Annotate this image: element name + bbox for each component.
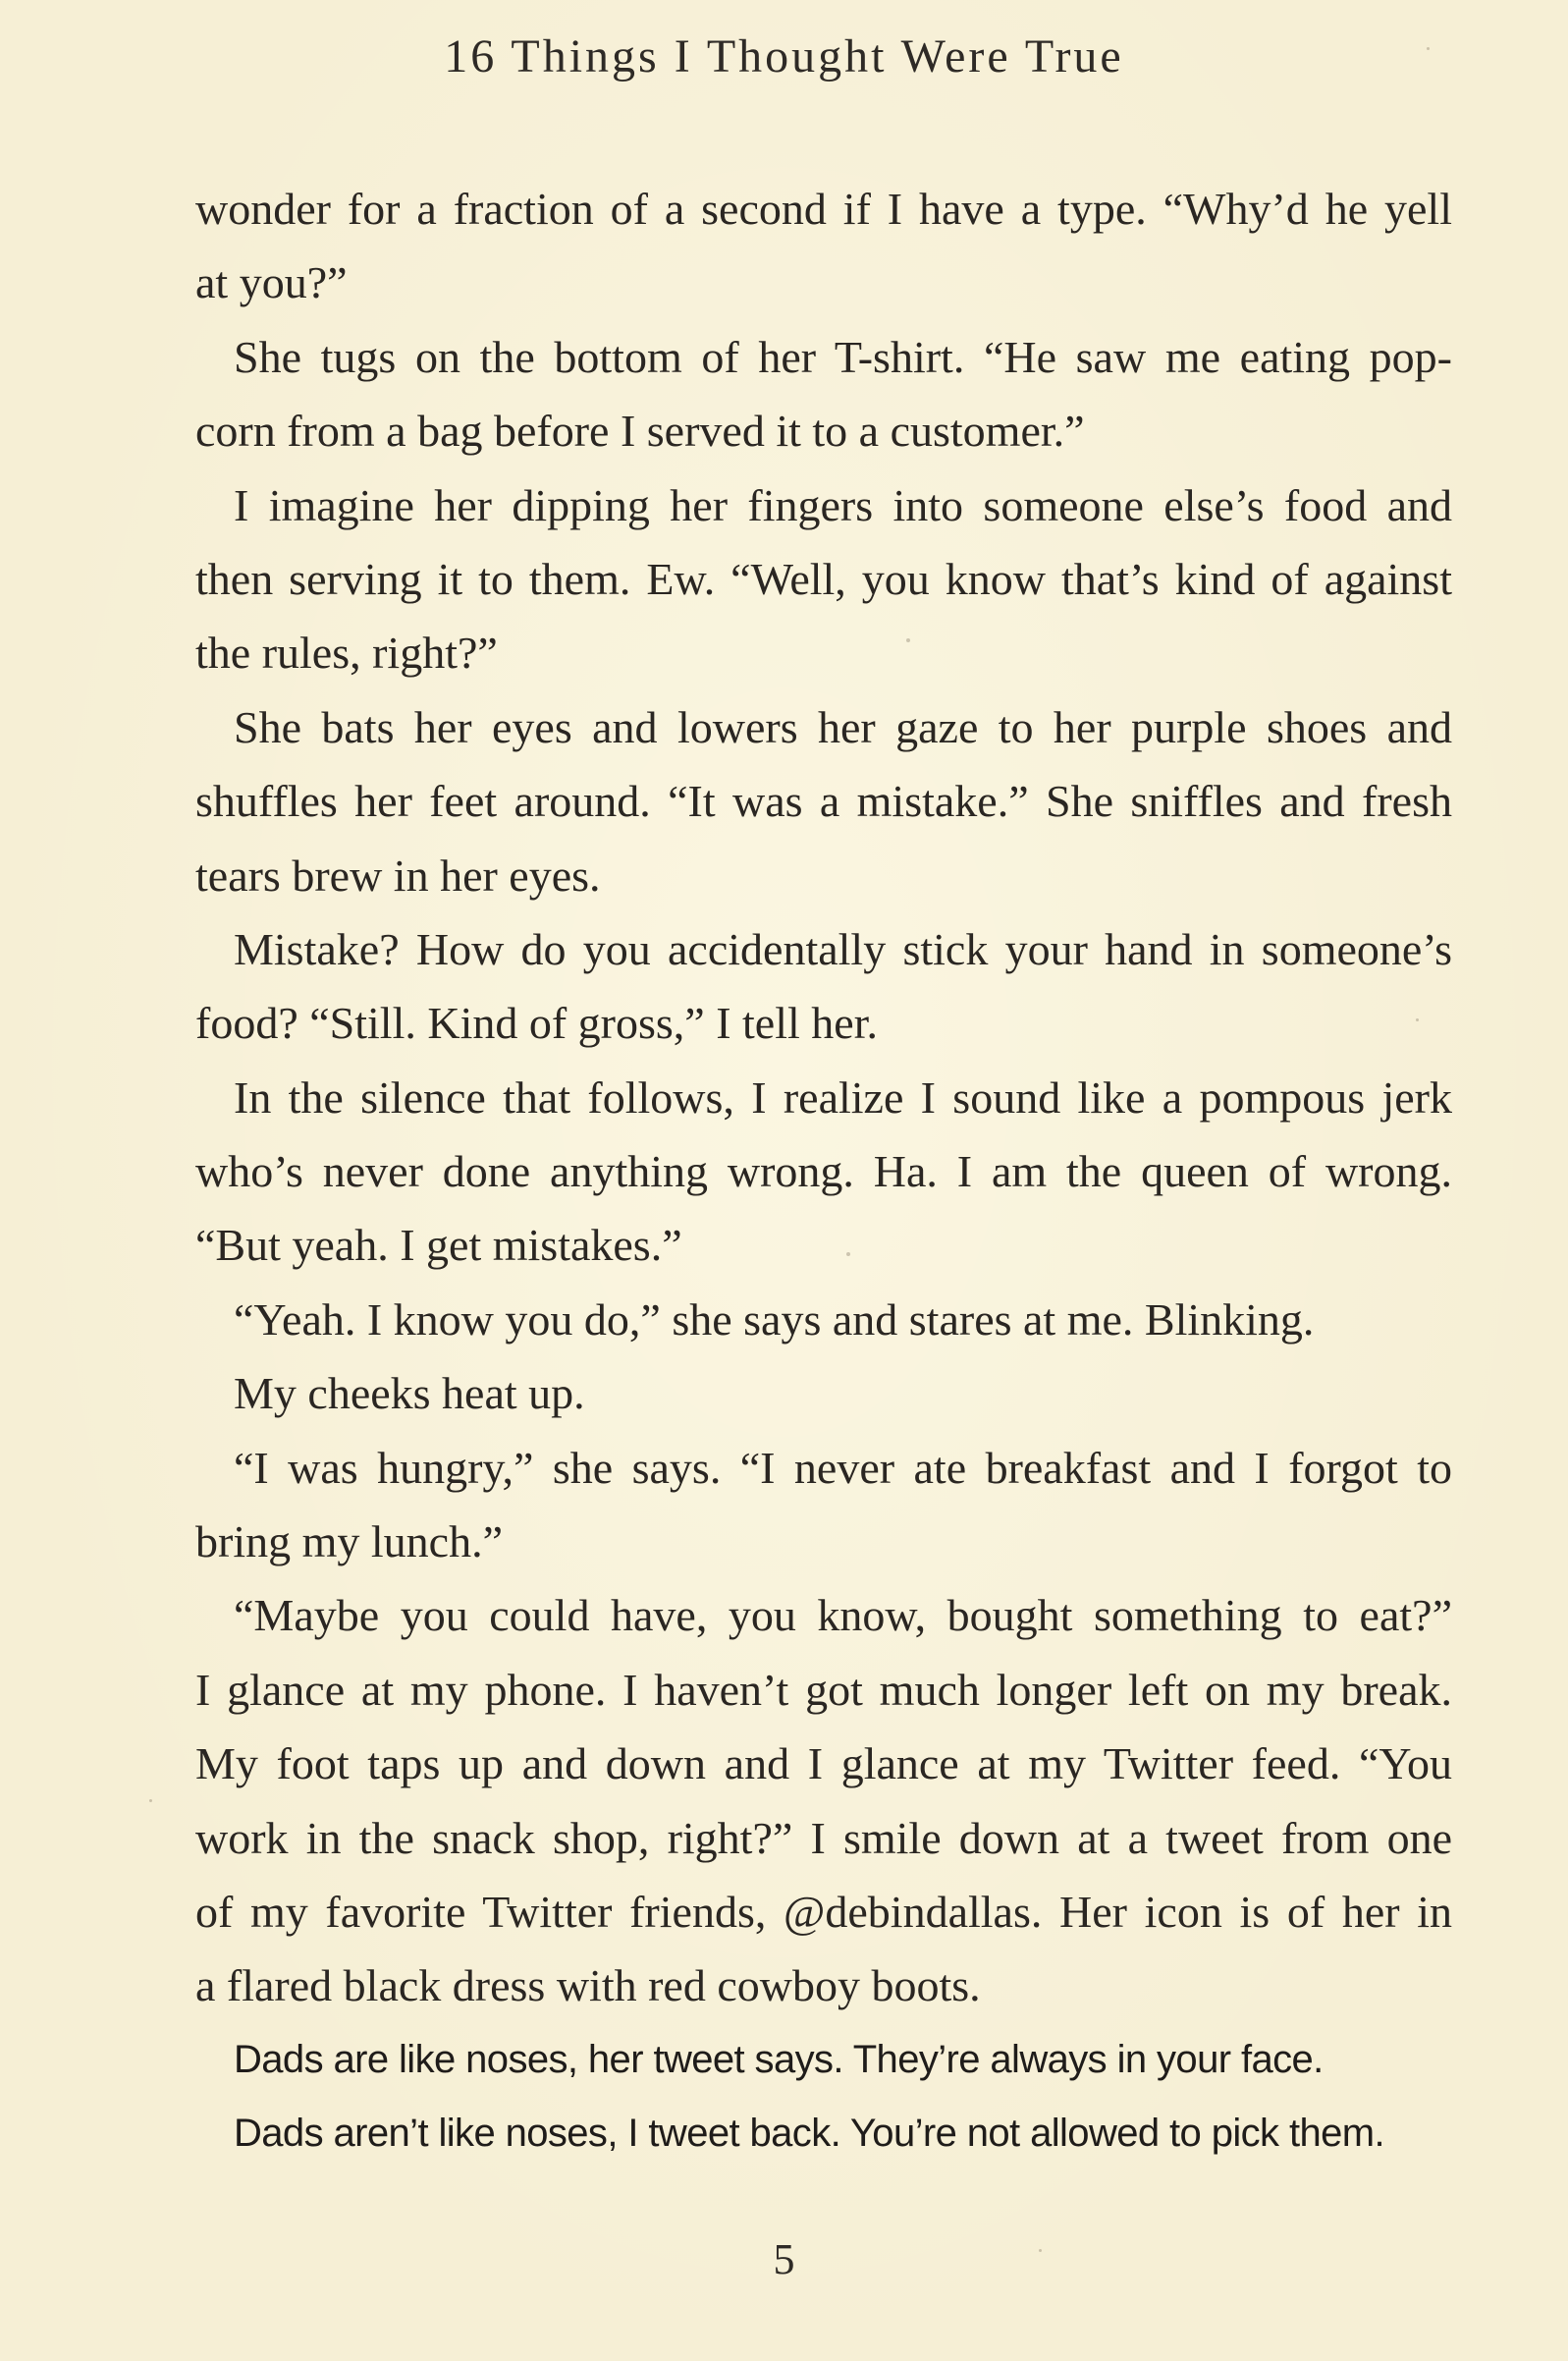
text-line: tears brew in her eyes. [195,850,601,901]
text-line: She tugs on the bottom of her T-shirt. “He saw me eating pop- [234,331,1452,382]
text-line: “Yeah. I know you do,” she says and stares at me. Blinking. [234,1293,1315,1345]
text-line: Mistake? How do you accidentally stick your hand in someone’s [234,923,1452,974]
text-line: wonder for a fraction of a second if I have a type. “Why’d he yell [195,184,1452,234]
text-line: I imagine her dipping her fingers into someone else’s food and [234,479,1452,530]
text-line: of my favorite Twitter friends, @debindallas. Her icon is of her in [195,1886,1452,1937]
paper-speck [149,1799,152,1802]
page-number: 5 [773,2235,795,2283]
body-text [195,172,1452,2171]
text-line: work in the snack shop, right?” I smile down at a tweet from one [195,1812,1452,1863]
text-line: “Maybe you could have, you know, bought something to eat?” [234,1590,1452,1641]
text-line: the rules, right?” [195,628,498,679]
text-line: My foot taps up and down and I glance at my Twitter feed. “You [195,1738,1452,1789]
text-line: In the silence that follows, I realize I sound like a pompous jerk [234,1071,1452,1123]
text-line: food? “Still. Kind of gross,” I tell her. [195,998,878,1049]
paper-speck [1416,1018,1419,1021]
paper-speck [846,1252,850,1256]
text-line: at you?” [195,257,348,308]
paper-speck [906,638,910,642]
text-line: “I was hungry,” she says. “I never ate breakfast and I forgot to [234,1442,1452,1493]
tweet-line: Dads aren’t like noses, I tweet back. You’re not allowed to pick them. [234,2112,1385,2156]
tweet-line: Dads are like noses, her tweet says. They’re always in your face. [234,2037,1324,2081]
running-head: 16 Things I Thought Were True [444,30,1124,82]
text-line: then serving it to them. Ew. “Well, you know that’s kind of against [195,553,1452,604]
text-line: a flared black dress with red cowboy boots. [195,1960,981,2011]
text-line: corn from a bag before I served it to a customer.” [195,406,1085,457]
paper-speck [1427,47,1430,50]
paper-speck [1039,2249,1042,2252]
text-line: She bats her eyes and lowers her gaze to her purple shoes and [234,701,1452,752]
text-line: “But yeah. I get mistakes.” [195,1220,682,1271]
text-line: bring my lunch.” [195,1516,503,1567]
text-line: shuffles her feet around. “It was a mistake.” She sniffles and fresh [195,776,1452,827]
text-line: who’s never done anything wrong. Ha. I am the queen of wrong. [195,1146,1452,1197]
text-line: My cheeks heat up. [234,1368,585,1419]
text-line: I glance at my phone. I haven’t got much longer left on my break. [195,1664,1452,1715]
